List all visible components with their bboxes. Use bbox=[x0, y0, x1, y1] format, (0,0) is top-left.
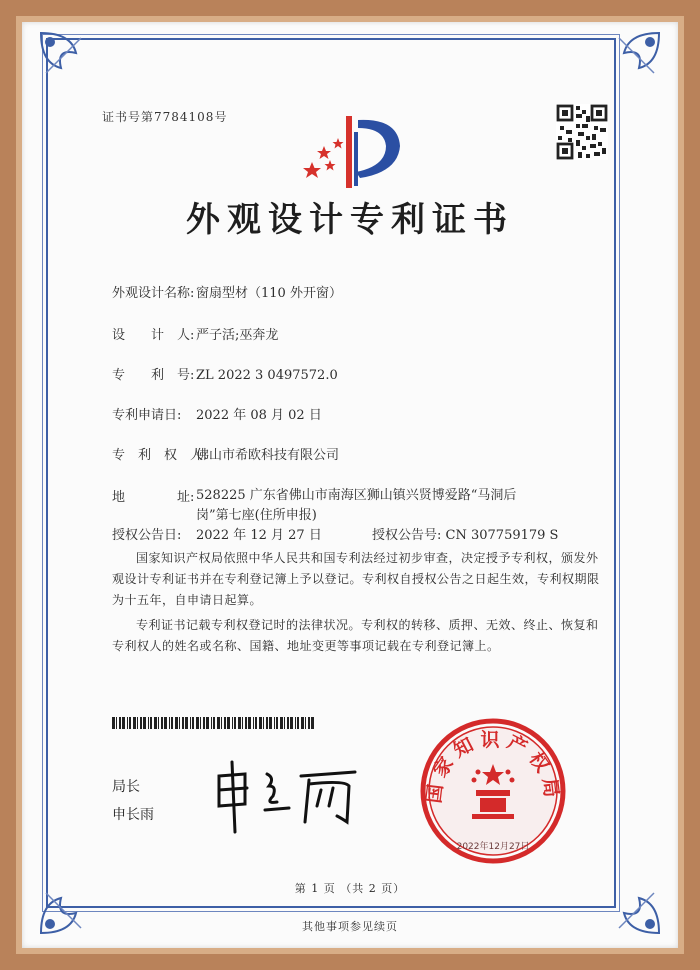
certificate-number: 证书号第7784108号 bbox=[102, 110, 228, 124]
seal-date: 2022年12月27日 bbox=[456, 842, 530, 852]
field-designer bbox=[112, 324, 278, 343]
barcode-bar bbox=[221, 717, 222, 729]
barcode-bar bbox=[137, 717, 138, 729]
qr-code-icon bbox=[556, 104, 608, 160]
barcode-bar bbox=[129, 717, 131, 729]
barcode-bar bbox=[295, 717, 296, 729]
barcode-bar bbox=[203, 717, 205, 729]
barcode-bar bbox=[164, 717, 167, 729]
cnipa-logo-icon bbox=[300, 110, 410, 192]
field-value: 2022 年 12 月 27 日 bbox=[196, 528, 322, 543]
barcode-bar bbox=[213, 717, 215, 729]
barcode-bar bbox=[200, 717, 201, 729]
field-label: 专利申请日: bbox=[112, 408, 182, 423]
barcode-bar bbox=[242, 717, 243, 729]
barcode-bar bbox=[171, 717, 173, 729]
field-label: 专 利 号: bbox=[112, 368, 195, 383]
barcode-bar bbox=[245, 717, 247, 729]
field-value: ZL 2022 3 0497572.0 bbox=[196, 368, 338, 383]
barcode-bar bbox=[211, 717, 212, 729]
barcode-bar bbox=[133, 717, 136, 729]
field-address-value: 528225 广东省佛山市南海区狮山镇兴贤博爱路“马洞后岗”第七座(住所申报) bbox=[196, 488, 517, 523]
barcode-bar bbox=[175, 717, 178, 729]
footer-note: 其他事项参见续页 bbox=[302, 920, 398, 933]
page-number: 第 1 页 （共 2 页） bbox=[294, 882, 406, 895]
barcode-bar bbox=[284, 717, 285, 729]
barcode-bar bbox=[255, 717, 257, 729]
barcode-bar bbox=[269, 717, 272, 729]
barcode-bar bbox=[158, 717, 159, 729]
field-grant-date bbox=[112, 524, 322, 543]
barcode-bar bbox=[224, 717, 226, 729]
field-value: 窗扇型材（110 外开窗） bbox=[196, 286, 342, 301]
field-label: 地 址: bbox=[112, 490, 195, 505]
barcode-bar bbox=[280, 717, 283, 729]
field-value: CN 307759179 S bbox=[445, 528, 559, 543]
field-value: 严子活;巫奔龙 bbox=[196, 328, 279, 343]
field-label: 授权公告号: bbox=[372, 528, 442, 543]
barcode-bar bbox=[143, 717, 146, 729]
field-design-name bbox=[112, 282, 342, 301]
barcode-icon bbox=[112, 717, 317, 729]
barcode-bar bbox=[112, 717, 115, 729]
barcode-bar bbox=[190, 717, 191, 729]
barcode-bar bbox=[266, 717, 268, 729]
field-value: 2022 年 08 月 02 日 bbox=[196, 408, 322, 423]
barcode-bar bbox=[248, 717, 251, 729]
barcode-bar bbox=[305, 717, 306, 729]
barcode-bar bbox=[259, 717, 262, 729]
field-publication-number bbox=[372, 524, 558, 543]
field-label: 设 计 人: bbox=[112, 328, 195, 343]
field-value: 佛山市希欧科技有限公司 bbox=[196, 448, 340, 463]
statement-paragraph: 专利证书记载专利权登记时的法律状况。专利权的转移、质押、无效、终止、恢复和专利权人的姓名或名称、国籍、地址变更等事项记载在专利登记簿上。 bbox=[112, 618, 599, 653]
barcode-bar bbox=[148, 717, 149, 729]
barcode-bar bbox=[179, 717, 180, 729]
barcode-bar bbox=[297, 717, 299, 729]
barcode-bar bbox=[301, 717, 304, 729]
statement-paragraph: 国家知识产权局依照中华人民共和国专利法经过初步审查，决定授予专利权，颁发外观设计专利证书并在专利登记簿上予以登记。专利权自授权公告之日起生效，专利权期限为十五年，自申请日起算。 bbox=[112, 551, 600, 607]
field-label: 外观设计名称: bbox=[112, 286, 195, 301]
barcode-bar bbox=[238, 717, 241, 729]
barcode-bar bbox=[192, 717, 194, 729]
barcode-bar bbox=[127, 717, 128, 729]
signer-name: 申长雨 bbox=[112, 807, 154, 823]
corner-ornament-icon bbox=[594, 28, 664, 98]
barcode-bar bbox=[308, 717, 310, 729]
barcode-bar bbox=[154, 717, 157, 729]
barcode-bar bbox=[140, 717, 142, 729]
field-label: 专 利 权 人: bbox=[112, 448, 208, 463]
handwritten-signature bbox=[205, 756, 365, 836]
field-application-date bbox=[112, 404, 322, 423]
barcode-bar bbox=[122, 717, 125, 729]
barcode-bar bbox=[150, 717, 152, 729]
seal-text-layer bbox=[418, 716, 568, 866]
corner-ornament-icon bbox=[36, 28, 106, 98]
field-patent-number bbox=[112, 364, 338, 383]
barcode-bar bbox=[182, 717, 184, 729]
barcode-bar bbox=[290, 717, 293, 729]
certificate-title: 外观设计专利证书 bbox=[186, 200, 514, 240]
barcode-bar bbox=[185, 717, 188, 729]
barcode-bar bbox=[119, 717, 121, 729]
field-address-label bbox=[112, 486, 196, 505]
barcode-bar bbox=[253, 717, 254, 729]
barcode-bar bbox=[263, 717, 264, 729]
barcode-bar bbox=[169, 717, 170, 729]
barcode-bar bbox=[274, 717, 275, 729]
barcode-bar bbox=[116, 717, 117, 729]
barcode-bar bbox=[227, 717, 230, 729]
svg-text:国家知识产权局 bbox=[423, 728, 563, 805]
seal-text: 国家知识产权局 bbox=[422, 728, 564, 805]
barcode-bar bbox=[196, 717, 199, 729]
barcode-bar bbox=[206, 717, 209, 729]
barcode-bar bbox=[311, 717, 314, 729]
barcode-bar bbox=[287, 717, 289, 729]
field-patentee bbox=[112, 444, 339, 463]
barcode-bar bbox=[161, 717, 163, 729]
barcode-bar bbox=[234, 717, 236, 729]
barcode-bar bbox=[276, 717, 278, 729]
barcode-bar bbox=[232, 717, 233, 729]
barcode-bar bbox=[217, 717, 220, 729]
signer-title: 局长 bbox=[112, 779, 140, 795]
field-label: 授权公告日: bbox=[112, 528, 182, 543]
